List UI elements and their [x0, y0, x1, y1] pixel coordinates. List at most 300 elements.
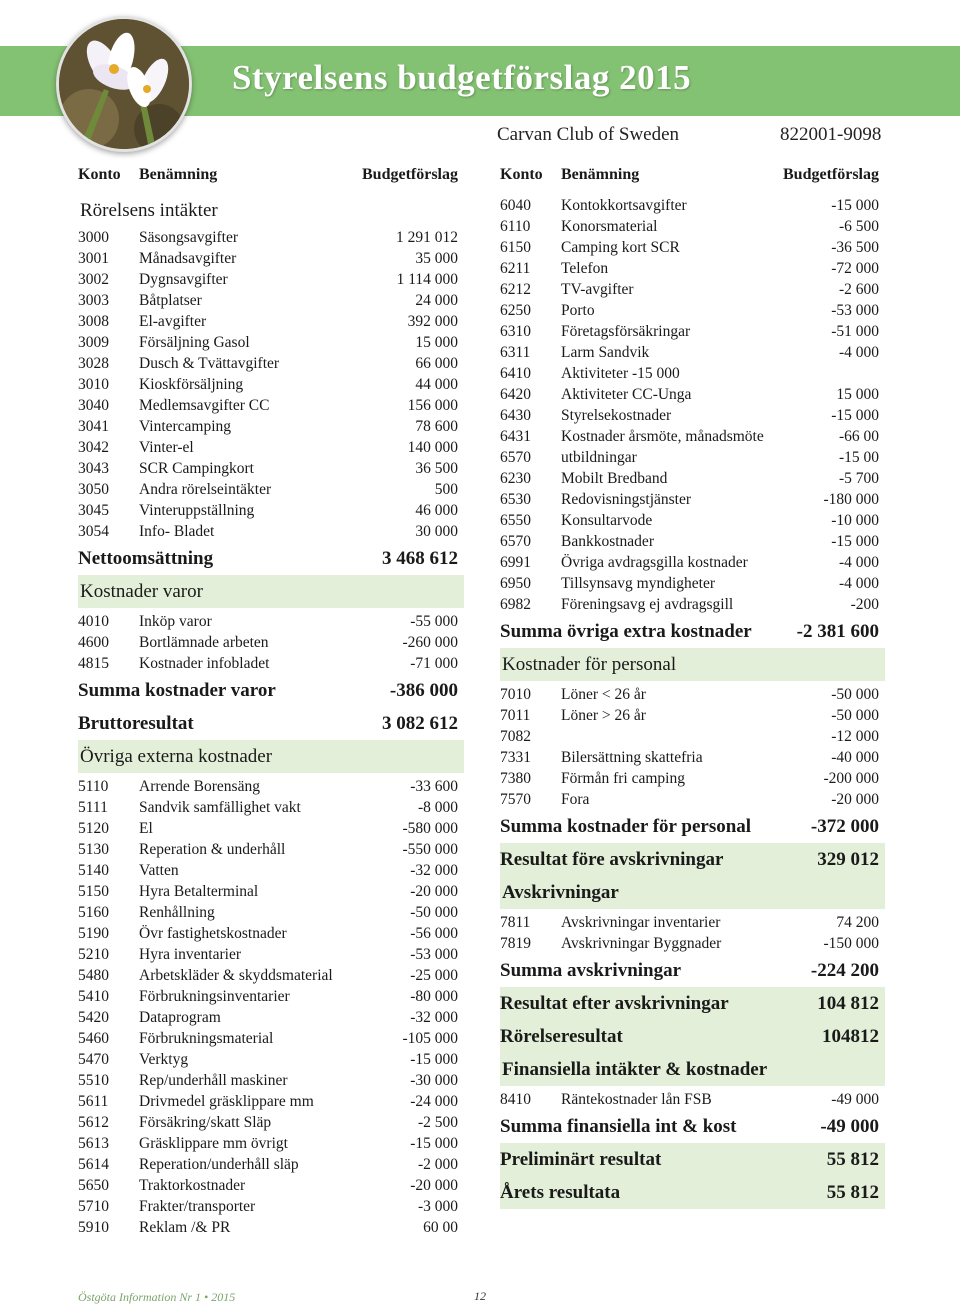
konto-cell: 7819: [500, 935, 531, 952]
budget-cell: -15 00: [838, 449, 879, 466]
benamning-cell: El: [139, 820, 153, 837]
konto-cell: 6212: [500, 281, 531, 298]
konto-cell: 5110: [78, 778, 109, 795]
total-label: Resultat efter avskrivningar: [500, 993, 729, 1014]
table-row: [78, 923, 464, 944]
budget-cell: -56 000: [410, 925, 458, 942]
benamning-cell: Säsongsavgifter: [139, 229, 239, 246]
table-row: [78, 1091, 464, 1112]
table-row: [500, 789, 885, 810]
total-label: Rörelseresultat: [500, 1026, 623, 1047]
konto-cell: 4815: [78, 655, 109, 672]
konto-cell: 7011: [500, 707, 531, 724]
benamning-cell: Avskrivningar inventarier: [561, 914, 721, 931]
row-list: [500, 1089, 885, 1110]
page-title: Styrelsens budgetförslag 2015: [232, 58, 692, 97]
budget-cell: -4 000: [838, 344, 879, 361]
benamning-cell: Camping kort SCR: [561, 239, 680, 256]
table-row: [78, 479, 464, 500]
budget-cell: -3 000: [417, 1198, 458, 1215]
row-list: [500, 684, 885, 810]
benamning-cell: Gräsklippare mm övrigt: [139, 1135, 288, 1152]
total-value: 55 812: [826, 1149, 879, 1170]
table-row: [500, 726, 885, 747]
benamning-cell: Larm Sandvik: [561, 344, 650, 361]
total-row: [500, 1020, 885, 1053]
konto-cell: 5480: [78, 967, 109, 984]
budget-cell: -550 000: [402, 841, 458, 858]
total-row: [78, 707, 464, 740]
total-label: Årets resultata: [500, 1182, 621, 1203]
budget-cell: -12 000: [831, 728, 879, 745]
budget-cell: -2 600: [838, 281, 879, 298]
budget-cell: -40 000: [831, 749, 879, 766]
total-value: 55 812: [826, 1182, 879, 1203]
konto-cell: 6982: [500, 596, 531, 613]
benamning-cell: Porto: [561, 302, 595, 319]
column-header: [500, 166, 885, 188]
budget-cell: 24 000: [415, 292, 458, 309]
budget-cell: 1 291 012: [396, 229, 458, 246]
konto-cell: 4600: [78, 634, 109, 651]
header-konto: Konto: [78, 166, 121, 183]
konto-cell: 6550: [500, 512, 531, 529]
budget-cell: -15 000: [831, 533, 879, 550]
konto-cell: 3054: [78, 523, 109, 540]
table-row: [78, 248, 464, 269]
konto-cell: 6991: [500, 554, 531, 571]
konto-cell: 6110: [500, 218, 531, 235]
benamning-cell: Rep/underhåll maskiner: [139, 1072, 288, 1089]
budget-cell: 78 600: [415, 418, 458, 435]
benamning-cell: Månadsavgifter: [139, 250, 237, 267]
benamning-cell: Vinteruppställning: [139, 502, 255, 519]
benamning-cell: Löner < 26 år: [561, 686, 646, 703]
benamning-cell: Vatten: [139, 862, 179, 879]
benamning-cell: Dataprogram: [139, 1009, 221, 1026]
budget-cell: -105 000: [402, 1030, 458, 1047]
table-row: [78, 374, 464, 395]
benamning-cell: Reperation/underhåll släp: [139, 1156, 299, 1173]
section-title: Rörelsens intäkter: [80, 200, 218, 221]
benamning-cell: Arrende Borensäng: [139, 778, 260, 795]
konto-cell: 5210: [78, 946, 109, 963]
table-row: [78, 1196, 464, 1217]
budget-cell: 30 000: [415, 523, 458, 540]
benamning-cell: Arbetskläder & skyddsmaterial: [139, 967, 333, 984]
konto-cell: 7331: [500, 749, 531, 766]
table-row: [500, 1089, 885, 1110]
total-row: [500, 987, 885, 1020]
table-row: [500, 258, 885, 279]
konto-cell: 5140: [78, 862, 109, 879]
table-row: [500, 279, 885, 300]
benamning-cell: Kostnader infobladet: [139, 655, 270, 672]
table-row: [500, 573, 885, 594]
budget-cell: 46 000: [415, 502, 458, 519]
total-value: 3 082 612: [382, 713, 458, 734]
konto-cell: 5120: [78, 820, 109, 837]
benamning-cell: Bankkostnader: [561, 533, 654, 550]
konto-cell: 3010: [78, 376, 109, 393]
konto-cell: 3003: [78, 292, 109, 309]
table-row: [500, 489, 885, 510]
total-value: 104 812: [817, 993, 879, 1014]
benamning-cell: Fora: [561, 791, 590, 808]
budget-cell: 156 000: [407, 397, 458, 414]
benamning-cell: Traktorkostnader: [139, 1177, 246, 1194]
konto-cell: 5111: [78, 799, 108, 816]
budget-cell: -260 000: [402, 634, 458, 651]
table-row: [500, 747, 885, 768]
konto-cell: 5130: [78, 841, 109, 858]
konto-cell: 5160: [78, 904, 109, 921]
benamning-cell: Övr fastighetskostnader: [139, 925, 287, 942]
section-title: Finansiella intäkter & kostnader: [500, 1053, 885, 1086]
benamning-cell: Dusch & Tvättavgifter: [139, 355, 280, 372]
konto-cell: 6430: [500, 407, 531, 424]
konto-cell: 3041: [78, 418, 109, 435]
table-row: [500, 321, 885, 342]
konto-cell: 4010: [78, 613, 109, 630]
benamning-cell: Konsultarvode: [561, 512, 653, 529]
konto-cell: 7811: [500, 914, 531, 931]
total-row: [500, 1143, 885, 1176]
benamning-cell: Försäljning Gasol: [139, 334, 250, 351]
konto-cell: 6950: [500, 575, 531, 592]
benamning-cell: Löner > 26 år: [561, 707, 646, 724]
benamning-cell: Vintercamping: [139, 418, 232, 435]
benamning-cell: Medlemsavgifter CC: [139, 397, 270, 414]
table-row: [500, 933, 885, 954]
budget-cell: -15 000: [410, 1051, 458, 1068]
budget-cell: 140 000: [407, 439, 458, 456]
budget-cell: -20 000: [410, 1177, 458, 1194]
benamning-cell: Hyra Betalterminal: [139, 883, 259, 900]
table-row: [500, 363, 885, 384]
budget-cell: 15 000: [415, 334, 458, 351]
table-row: [500, 216, 885, 237]
section-title: Kostnader varor: [78, 575, 464, 608]
total-row: [500, 954, 885, 987]
total-row: [500, 615, 885, 648]
header-konto: Konto: [500, 166, 543, 183]
table-row: [500, 531, 885, 552]
benamning-cell: Konorsmaterial: [561, 218, 658, 235]
benamning-cell: Styrelsekostnader: [561, 407, 672, 424]
benamning-cell: Info- Bladet: [139, 523, 215, 540]
section-title: Avskrivningar: [500, 876, 885, 909]
benamning-cell: Hyra inventarier: [139, 946, 241, 963]
table-row: [78, 818, 464, 839]
benamning-cell: Föreningsavg ej avdragsgill: [561, 596, 734, 613]
table-row: [78, 776, 464, 797]
table-row: [78, 902, 464, 923]
konto-cell: 3050: [78, 481, 109, 498]
row-list: [78, 227, 464, 542]
table-row: [78, 395, 464, 416]
row-list: [500, 912, 885, 954]
header-budget: Budgetförslag: [362, 166, 458, 183]
budget-cell: -66 00: [838, 428, 879, 445]
total-row: [500, 810, 885, 843]
budget-cell: -580 000: [402, 820, 458, 837]
konto-cell: 5190: [78, 925, 109, 942]
total-label: Summa kostnader för personal: [500, 816, 752, 837]
budget-cell: -15 000: [831, 197, 879, 214]
table-row: [500, 594, 885, 615]
budget-cell: 500: [434, 481, 458, 498]
table-row: [500, 768, 885, 789]
konto-cell: 5150: [78, 883, 109, 900]
konto-cell: 3040: [78, 397, 109, 414]
total-label: Bruttoresultat: [78, 713, 194, 734]
budget-cell: -6 500: [838, 218, 879, 235]
benamning-cell: Aktiviteter CC-Unga: [561, 386, 692, 403]
total-value: 104812: [822, 1026, 879, 1047]
konto-cell: 6310: [500, 323, 531, 340]
konto-cell: 7570: [500, 791, 531, 808]
total-value: -386 000: [389, 680, 458, 701]
benamning-cell: Bilersättning skattefria: [561, 749, 703, 766]
table-row: [78, 1007, 464, 1028]
table-row: [78, 353, 464, 374]
table-row: [78, 437, 464, 458]
konto-cell: 6570: [500, 533, 531, 550]
budget-cell: -15 000: [831, 407, 879, 424]
column-header: [78, 166, 464, 188]
table-row: [500, 510, 885, 531]
budget-cell: -32 000: [410, 1009, 458, 1026]
benamning-cell: Verktyg: [139, 1051, 189, 1068]
table-row: [78, 611, 464, 632]
konto-cell: 6420: [500, 386, 531, 403]
budget-cell: -10 000: [831, 512, 879, 529]
table-row: [78, 269, 464, 290]
total-label: Preliminärt resultat: [500, 1149, 662, 1170]
konto-cell: 6530: [500, 491, 531, 508]
benamning-cell: Avskrivningar Byggnader: [561, 935, 722, 952]
budget-cell: 44 000: [415, 376, 458, 393]
header-benamning: Benämning: [561, 166, 640, 183]
total-row: [500, 1110, 885, 1143]
budget-cell: -150 000: [823, 935, 879, 952]
benamning-cell: Reklam /& PR: [139, 1219, 231, 1236]
budget-cell: -180 000: [823, 491, 879, 508]
budget-cell: -5 700: [838, 470, 879, 487]
konto-cell: 6211: [500, 260, 531, 277]
konto-cell: 5510: [78, 1072, 109, 1089]
budget-cell: 60 00: [423, 1219, 458, 1236]
budget-cell: -20 000: [831, 791, 879, 808]
benamning-cell: Reperation & underhåll: [139, 841, 286, 858]
club-name: Carvan Club of Sweden: [497, 124, 680, 145]
table-row: [78, 227, 464, 248]
row-list: [78, 776, 464, 1238]
total-row: [500, 1176, 885, 1209]
budget-cell: 1 114 000: [396, 271, 458, 288]
budget-cell: -71 000: [410, 655, 458, 672]
total-value: -2 381 600: [796, 621, 879, 642]
benamning-cell: Aktiviteter -15 000: [561, 365, 680, 382]
total-value: 3 468 612: [382, 548, 458, 569]
budget-cell: -49 000: [831, 1091, 879, 1108]
konto-cell: 6431: [500, 428, 531, 445]
budget-cell: -51 000: [831, 323, 879, 340]
konto-cell: 7010: [500, 686, 531, 703]
table-row: [78, 632, 464, 653]
table-row: [78, 1070, 464, 1091]
konto-cell: 3009: [78, 334, 109, 351]
total-value: -372 000: [810, 816, 879, 837]
table-row: [78, 500, 464, 521]
benamning-cell: SCR Campingkort: [139, 460, 254, 477]
table-row: [78, 860, 464, 881]
section-title: Övriga externa kostnader: [78, 740, 464, 773]
table-row: [78, 1175, 464, 1196]
right-column: [500, 166, 885, 1209]
table-row: [78, 1154, 464, 1175]
budget-cell: 66 000: [415, 355, 458, 372]
table-row: [500, 468, 885, 489]
budget-cell: -2 500: [417, 1114, 458, 1131]
konto-cell: 6410: [500, 365, 531, 382]
konto-cell: 5470: [78, 1051, 109, 1068]
table-row: [500, 237, 885, 258]
konto-cell: 3045: [78, 502, 109, 519]
table-row: [78, 416, 464, 437]
benamning-cell: Sandvik samfällighet vakt: [139, 799, 301, 816]
budget-cell: -24 000: [410, 1093, 458, 1110]
total-row: [78, 542, 464, 575]
konto-cell: 5710: [78, 1198, 109, 1215]
benamning-cell: Kostnader årsmöte, månadsmöte: [561, 428, 764, 445]
konto-cell: 5613: [78, 1135, 109, 1152]
budget-cell: -2 000: [417, 1156, 458, 1173]
konto-cell: 6570: [500, 449, 531, 466]
table-row: [78, 965, 464, 986]
budget-cell: -50 000: [410, 904, 458, 921]
konto-cell: 5410: [78, 988, 109, 1005]
budget-cell: -80 000: [410, 988, 458, 1005]
table-row: [78, 797, 464, 818]
konto-cell: 3043: [78, 460, 109, 477]
total-value: -224 200: [810, 960, 879, 981]
budget-cell: -20 000: [410, 883, 458, 900]
budget-cell: -33 600: [410, 778, 458, 795]
budget-cell: -200 000: [823, 770, 879, 787]
table-row: [78, 1028, 464, 1049]
konto-cell: 6311: [500, 344, 531, 361]
konto-cell: 6250: [500, 302, 531, 319]
table-row: [78, 881, 464, 902]
table-row: [78, 1217, 464, 1238]
row-list: [78, 611, 464, 674]
total-label: Resultat före avskrivningar: [500, 849, 724, 870]
benamning-cell: Räntekostnader lån FSB: [561, 1091, 712, 1108]
benamning-cell: Redovisningstjänster: [561, 491, 692, 508]
benamning-cell: Företagsförsäkringar: [561, 323, 691, 340]
konto-cell: 5910: [78, 1219, 109, 1236]
crocus-photo: [56, 16, 192, 152]
table-row: [500, 342, 885, 363]
table-row: [500, 705, 885, 726]
table-row: [78, 1112, 464, 1133]
benamning-cell: TV-avgifter: [561, 281, 634, 298]
table-row: [78, 653, 464, 674]
page-number: 12: [474, 1289, 486, 1303]
total-label: Summa övriga extra kostnader: [500, 621, 752, 642]
total-row: [500, 843, 885, 876]
konto-cell: 5420: [78, 1009, 109, 1026]
table-row: [78, 839, 464, 860]
total-row: [78, 674, 464, 707]
table-row: [500, 426, 885, 447]
table-row: [500, 300, 885, 321]
table-row: [500, 447, 885, 468]
benamning-cell: Drivmedel gräsklippare mm: [139, 1093, 314, 1110]
table-row: [500, 384, 885, 405]
budget-cell: 35 000: [415, 250, 458, 267]
table-row: [78, 290, 464, 311]
benamning-cell: Tillsynsavg myndigheter: [561, 575, 716, 592]
benamning-cell: Försäkring/skatt Släp: [139, 1114, 272, 1131]
benamning-cell: Förmån fri camping: [561, 770, 685, 787]
benamning-cell: Vinter-el: [139, 439, 194, 456]
konto-cell: 5611: [78, 1093, 109, 1110]
benamning-cell: Mobilt Bredband: [561, 470, 668, 487]
table-row: [500, 684, 885, 705]
footer-text: Östgöta Information Nr 1 • 2015: [78, 1290, 236, 1304]
budget-cell: -53 000: [410, 946, 458, 963]
budget-cell: 392 000: [407, 313, 458, 330]
total-label: Nettoomsättning: [78, 548, 214, 569]
budget-cell: -50 000: [831, 707, 879, 724]
header-budget: Budgetförslag: [783, 166, 879, 183]
konto-cell: 6040: [500, 197, 531, 214]
konto-cell: 5650: [78, 1177, 109, 1194]
benamning-cell: Andra rörelseintäkter: [139, 481, 272, 498]
konto-cell: 6150: [500, 239, 531, 256]
left-column: [78, 166, 464, 1238]
budget-cell: -55 000: [410, 613, 458, 630]
budget-cell: -32 000: [410, 862, 458, 879]
konto-cell: 5614: [78, 1156, 109, 1173]
konto-cell: 3008: [78, 313, 109, 330]
benamning-cell: Förbrukningsinventarier: [139, 988, 290, 1005]
benamning-cell: Inköp varor: [139, 613, 212, 630]
table-row: [500, 552, 885, 573]
benamning-cell: Båtplatser: [139, 292, 202, 309]
table-row: [78, 311, 464, 332]
budget-cell: -4 000: [838, 575, 879, 592]
total-value: 329 012: [817, 849, 879, 870]
budget-cell: -53 000: [831, 302, 879, 319]
table-row: [500, 912, 885, 933]
benamning-cell: Kioskförsäljning: [139, 376, 244, 393]
table-row: [78, 332, 464, 353]
budget-cell: 74 200: [836, 914, 879, 931]
total-value: -49 000: [820, 1116, 879, 1137]
konto-cell: 5460: [78, 1030, 109, 1047]
konto-cell: 3028: [78, 355, 109, 372]
budget-cell: -36 500: [831, 239, 879, 256]
budget-cell: -15 000: [410, 1135, 458, 1152]
benamning-cell: Telefon: [561, 260, 609, 277]
budget-cell: 36 500: [415, 460, 458, 477]
konto-cell: 8410: [500, 1091, 531, 1108]
header-benamning: Benämning: [139, 166, 218, 183]
